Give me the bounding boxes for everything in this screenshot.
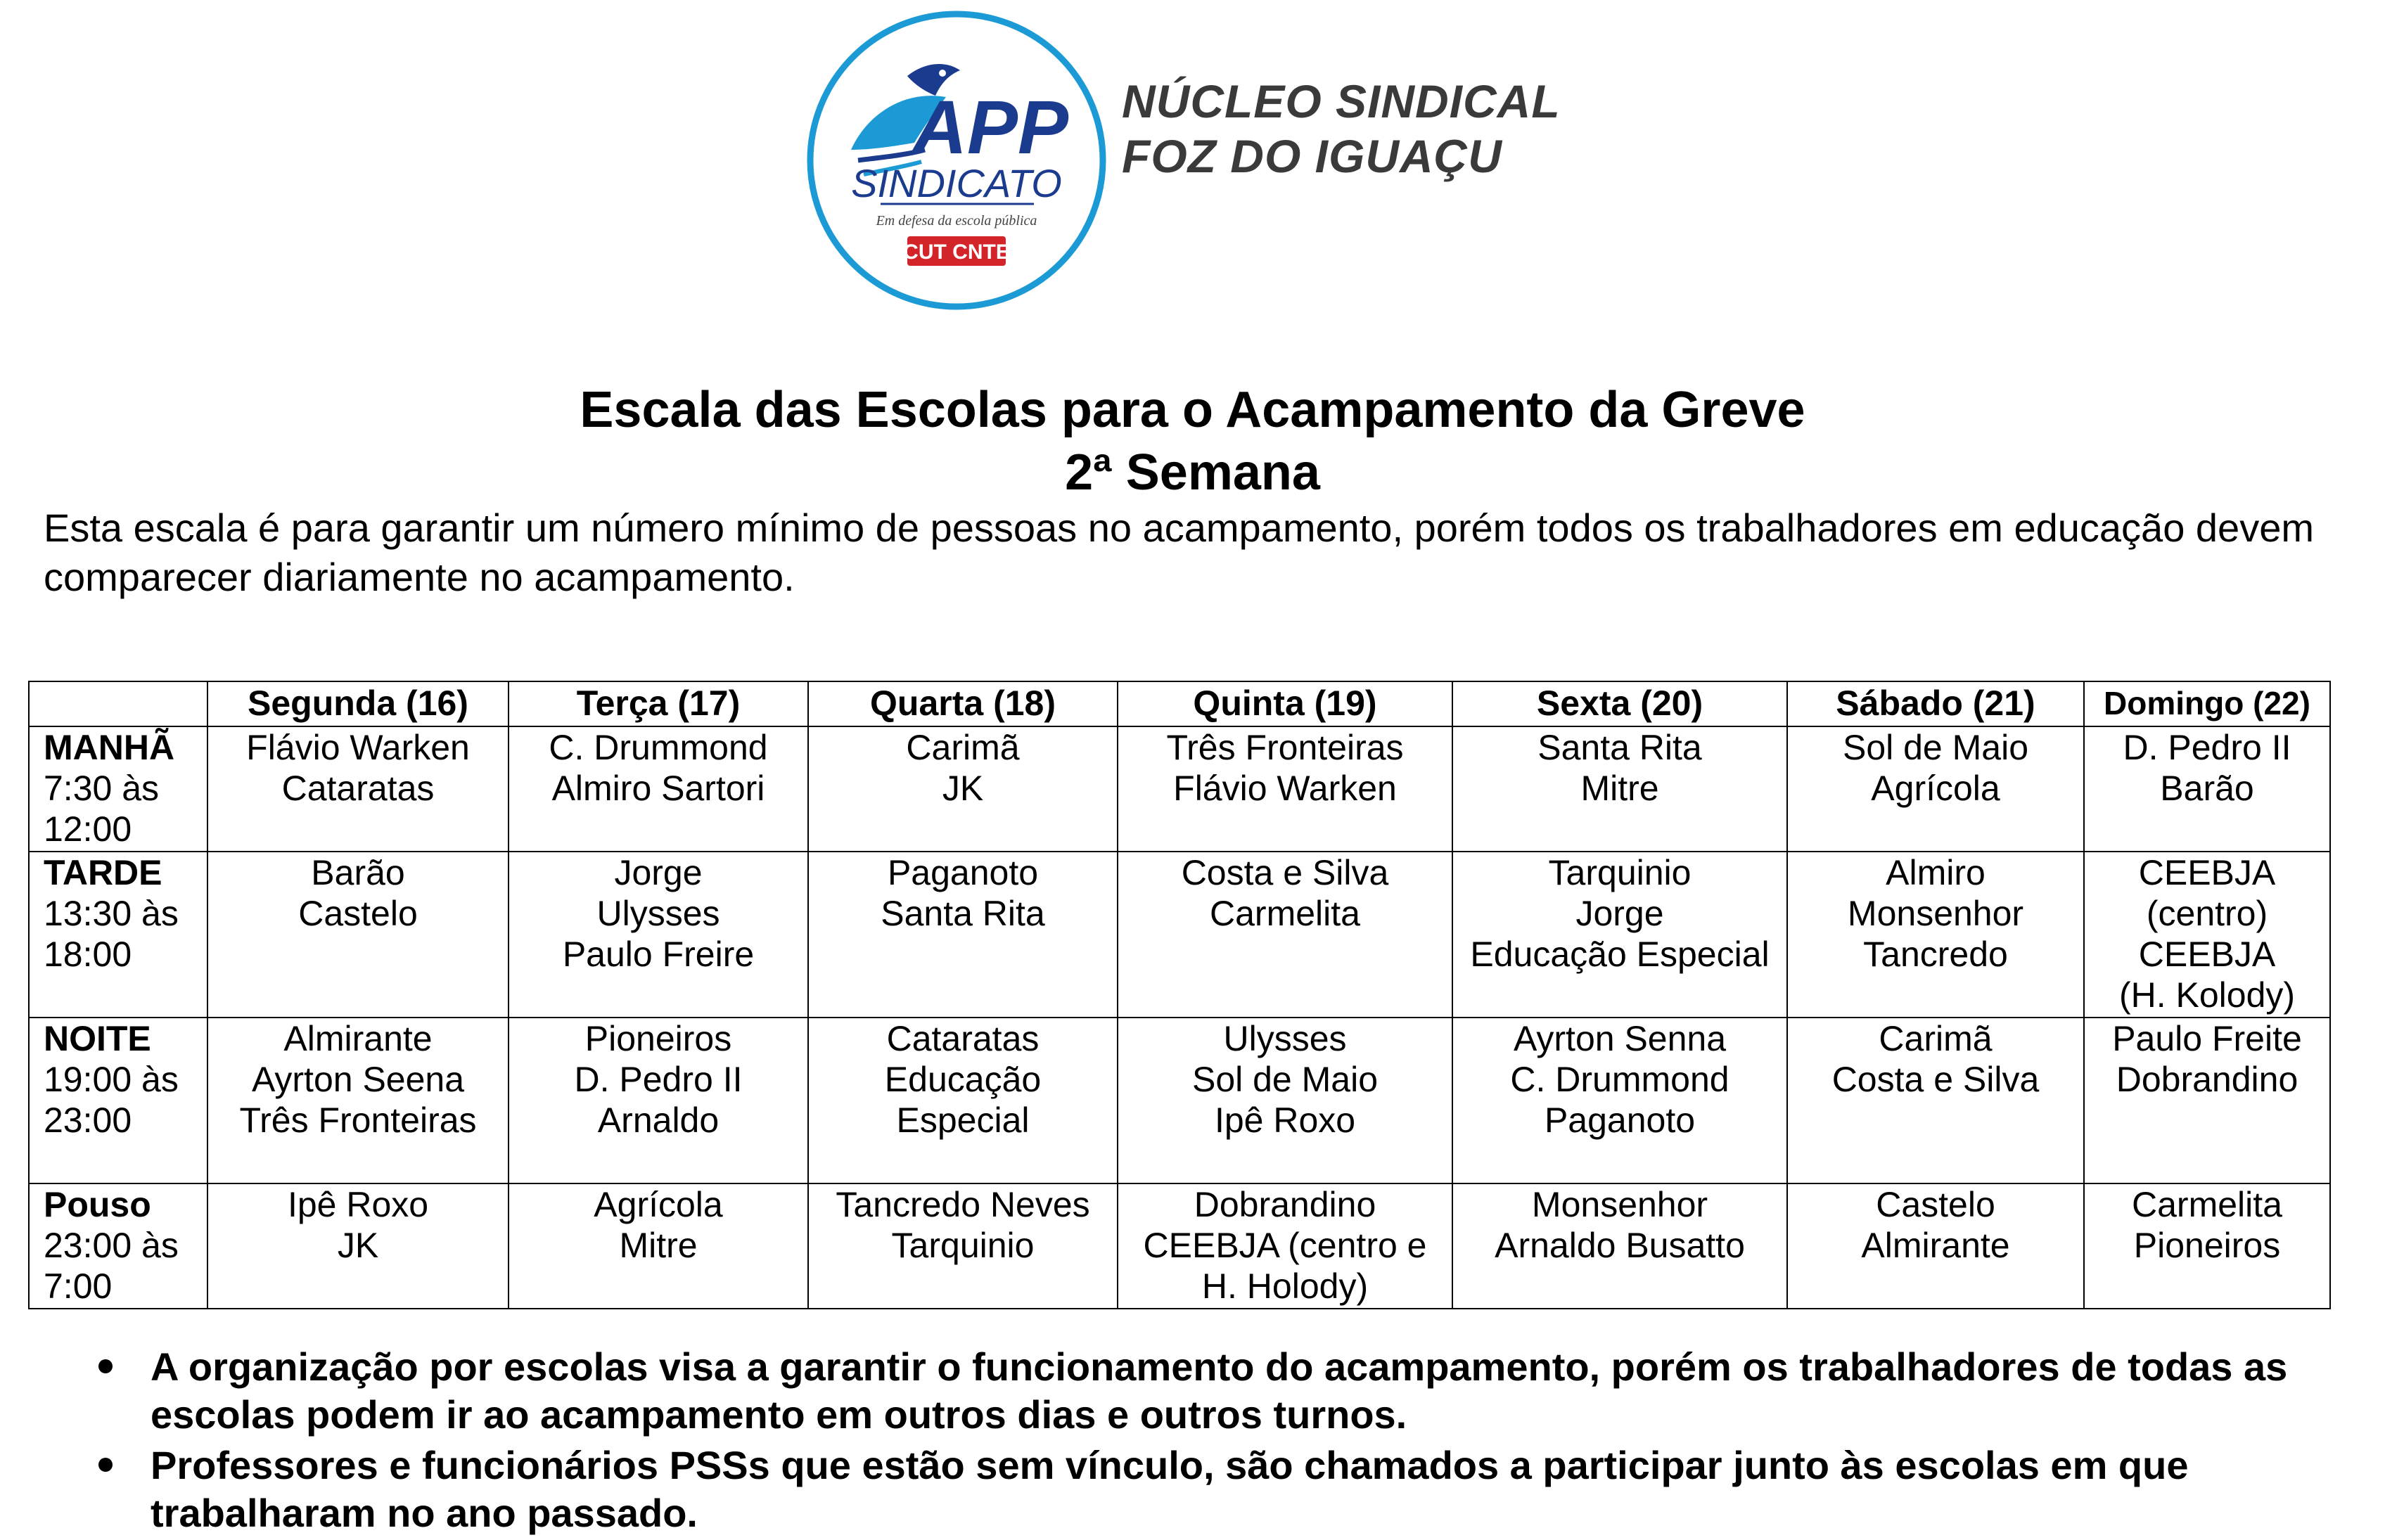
school-name: Carimã (1879, 1019, 1993, 1058)
school-cell (808, 1018, 1118, 1183)
school-name: H. Holody) (1201, 1266, 1369, 1306)
school-name: Barão (311, 853, 405, 892)
school-cell (2084, 1183, 2330, 1309)
period-hours: 19:00 às 23:00 (44, 1060, 179, 1140)
school-name: Educação Especial (1470, 935, 1770, 974)
note-text: Professores e funcionários PSSs que estão sem vínculo, são chamados a participar junto às escolas em que trabalharam no ano passado. (151, 1443, 2189, 1535)
school-cell (509, 726, 808, 852)
school-name: Castelo (298, 894, 418, 933)
school-name: Ayrton Seena (251, 1060, 465, 1099)
intro-paragraph: Esta escala é para garantir um número mínimo de pessoas no acampamento, porém todos os trabalhadores em educação devem comparecer diariamente no acampamento. (44, 506, 2314, 599)
school-name: Mitre (1580, 769, 1659, 808)
school-name: Carmelita (1210, 894, 1360, 933)
day-header: Segunda (16) (207, 681, 509, 726)
logo-emblem (802, 6, 1111, 315)
school-name: Ulysses (596, 894, 720, 933)
page-title: Escala das Escolas para o Acampamento da Greve (580, 382, 1805, 438)
logo-tagline: Em defesa da escola pública (876, 213, 1037, 229)
school-name: Ulysses (1223, 1019, 1347, 1058)
period-cell (29, 1183, 207, 1309)
school-name: Costa e Silva (1831, 1060, 2040, 1099)
school-cell (1452, 1018, 1787, 1183)
school-cell (1118, 1183, 1452, 1309)
school-name: Cataratas (281, 769, 435, 808)
school-name: Ayrton Senna (1513, 1019, 1727, 1058)
period-cell (29, 726, 207, 852)
school-name: Sol de Maio (1191, 1060, 1379, 1099)
school-name: C. Drummond (549, 728, 768, 767)
period-cell (29, 1018, 207, 1183)
period-name: NOITE (44, 1019, 151, 1058)
school-name: Santa Rita (881, 894, 1045, 933)
school-name: Pioneiros (584, 1019, 732, 1058)
school-cell (1787, 1018, 2084, 1183)
school-name: Almirante (1861, 1226, 2010, 1265)
school-cell (1118, 1018, 1452, 1183)
school-cell (1787, 726, 2084, 852)
school-cell (207, 1018, 509, 1183)
bullet-icon (98, 1359, 113, 1373)
schedule-table (28, 681, 2331, 1309)
school-name: Costa e Silva (1181, 853, 1389, 892)
school-cell (509, 1183, 808, 1309)
school-name: Paganoto (1544, 1101, 1696, 1140)
school-name: Mitre (619, 1226, 698, 1265)
school-name: Pioneiros (2133, 1226, 2281, 1265)
school-name: Carimã (906, 728, 1020, 767)
school-name: Barão (2160, 769, 2254, 808)
school-cell (808, 852, 1118, 1018)
school-name: Tarquinio (891, 1226, 1035, 1265)
schedule-row (29, 726, 2330, 852)
bullet-icon (98, 1458, 113, 1472)
school-name: Almiro (1886, 853, 1986, 892)
corner-cell (29, 681, 207, 726)
school-name: Castelo (1876, 1185, 1995, 1224)
school-name: Cataratas (886, 1019, 1040, 1058)
school-cell (2084, 726, 2330, 852)
schedule-row (29, 1018, 2330, 1183)
school-cell (207, 726, 509, 852)
page-subtitle: 2ª Semana (1065, 444, 1320, 501)
logo-affiliations: CUT CNTE (903, 240, 1010, 264)
logo-brand-sub: SINDICATO (851, 161, 1062, 205)
school-name: Tancredo Neves (836, 1185, 1090, 1224)
period-name: Pouso (44, 1185, 151, 1224)
school-name: (centro) (2146, 894, 2268, 933)
school-name: Dobrandino (2116, 1060, 2298, 1099)
schedule-row (29, 1183, 2330, 1309)
school-name: Especial (896, 1101, 1030, 1140)
period-cell (29, 852, 207, 1018)
school-cell (808, 1183, 1118, 1309)
school-cell (1787, 852, 2084, 1018)
school-name: Carmelita (2132, 1185, 2282, 1224)
org-name-line1: NÚCLEO SINDICAL (1122, 75, 1561, 127)
school-name: CEEBJA (2138, 853, 2276, 892)
school-cell (2084, 852, 2330, 1018)
school-cell (509, 1018, 808, 1183)
period-hours: 13:30 às 18:00 (44, 894, 179, 974)
school-name: Monsenhor (1531, 1185, 1708, 1224)
day-header: Terça (17) (509, 681, 808, 726)
school-cell (1787, 1183, 2084, 1309)
school-name: Educação (884, 1060, 1042, 1099)
logo-brand-text: APP (912, 84, 1069, 169)
school-name: Sol de Maio (1842, 728, 2029, 767)
day-header: Sábado (21) (1787, 681, 2084, 726)
day-header: Sexta (20) (1452, 681, 1787, 726)
school-name: Paganoto (887, 853, 1039, 892)
school-name: Paulo Freire (562, 935, 755, 974)
day-header: Domingo (22) (2084, 681, 2330, 726)
school-name: D. Pedro II (2123, 728, 2291, 767)
school-cell (1118, 852, 1452, 1018)
school-cell (1452, 726, 1787, 852)
school-name: CEEBJA (centro e (1143, 1226, 1427, 1265)
school-cell (207, 852, 509, 1018)
school-name: Dobrandino (1194, 1185, 1376, 1224)
school-name: Almiro Sartori (551, 769, 765, 808)
school-cell (207, 1183, 509, 1309)
school-cell (808, 726, 1118, 852)
school-name: Tarquinio (1548, 853, 1692, 892)
table-header-row (29, 681, 2330, 726)
school-name: CEEBJA (2138, 935, 2276, 974)
school-name: Três Fronteiras (239, 1101, 477, 1140)
school-name: JK (942, 769, 984, 808)
note-text: A organização por escolas visa a garantir o funcionamento do acampamento, porém os trabalhadores de todas as escolas podem ir ao acampamento em outros dias e outros turnos. (151, 1345, 2288, 1437)
period-name: MANHÃ (44, 728, 175, 767)
org-name-line2: FOZ DO IGUAÇU (1122, 130, 1502, 182)
school-name: Arnaldo (597, 1101, 720, 1140)
school-name: Jorge (1575, 894, 1664, 933)
school-name: Paulo Freite (2112, 1019, 2302, 1058)
school-name: Jorge (614, 853, 703, 892)
school-name: Agrícola (594, 1185, 723, 1224)
note-item (91, 1442, 2342, 1537)
schedule-row (29, 852, 2330, 1018)
school-name: D. Pedro II (574, 1060, 743, 1099)
school-name: Santa Rita (1537, 728, 1702, 767)
period-hours: 7:30 às 12:00 (44, 769, 160, 849)
school-name: Flávio Warken (1173, 769, 1397, 808)
app-sindicato-logo (802, 6, 1111, 315)
school-name: Três Fronteiras (1166, 728, 1404, 767)
period-name: TARDE (44, 853, 162, 892)
period-hours: 23:00 às 7:00 (44, 1226, 179, 1306)
school-cell (509, 852, 808, 1018)
school-name: Flávio Warken (246, 728, 470, 767)
school-name: C. Drummond (1510, 1060, 1729, 1099)
school-name: (H. Kolody) (2118, 975, 2296, 1015)
school-name: Almirante (283, 1019, 433, 1058)
school-name: Agrícola (1871, 769, 2000, 808)
school-name: Arnaldo Busatto (1495, 1226, 1745, 1265)
school-name: Monsenhor (1847, 894, 2024, 933)
school-name: Tancredo (1863, 935, 2008, 974)
school-name: Ipê Roxo (287, 1185, 429, 1224)
day-header: Quarta (18) (808, 681, 1118, 726)
school-cell (1452, 852, 1787, 1018)
school-cell (2084, 1018, 2330, 1183)
school-cell (1452, 1183, 1787, 1309)
day-header: Quinta (19) (1118, 681, 1452, 726)
school-name: JK (337, 1226, 379, 1265)
school-cell (1118, 726, 1452, 852)
notes-list (91, 1343, 2342, 1540)
school-name: Ipê Roxo (1214, 1101, 1356, 1140)
org-name (1122, 74, 1561, 184)
note-item (91, 1343, 2342, 1439)
